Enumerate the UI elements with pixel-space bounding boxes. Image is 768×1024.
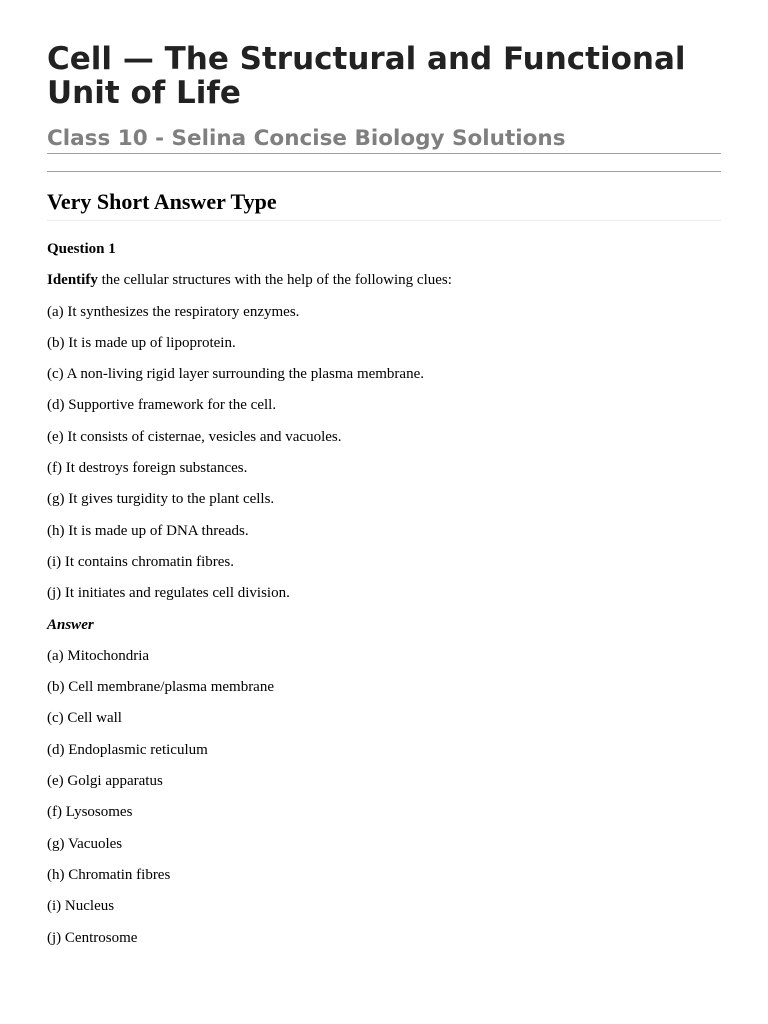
answer-item: (a) Mitochondria [47, 647, 150, 664]
clue-item: (j) It initiates and regulates cell division. [47, 585, 290, 602]
answer-item: (e) Golgi apparatus [47, 773, 163, 790]
answer-item: (b) Cell membrane/plasma membrane [47, 679, 274, 696]
answer-item: (i) Nucleus [47, 898, 115, 915]
clue-item: (c) A non-living rigid layer surrounding the plasma membrane. [47, 366, 424, 383]
answer-item: (j) Centrosome [47, 929, 138, 946]
page-subtitle: Class 10 - Selina Concise Biology Solutions [47, 126, 721, 154]
prompt-emphasis: Identify [47, 272, 98, 289]
answer-item: (h) Chromatin fibres [47, 866, 171, 883]
page-title: Cell — The Structural and Functional Unit of Life [47, 41, 686, 111]
answer-item: (d) Endoplasmic reticulum [47, 741, 208, 758]
answer-label: Answer [47, 616, 94, 633]
clue-item: (b) It is made up of lipoprotein. [47, 334, 236, 351]
clue-item: (e) It consists of cisternae, vesicles and vacuoles. [47, 428, 342, 445]
clue-item: (a) It synthesizes the respiratory enzymes. [47, 303, 300, 320]
answer-item: (f) Lysosomes [47, 804, 133, 821]
answer-item: (c) Cell wall [47, 710, 122, 727]
clue-item: (f) It destroys foreign substances. [47, 460, 248, 477]
section-heading: Very Short Answer Type [47, 188, 721, 221]
divider [47, 171, 721, 172]
answer-item: (g) Vacuoles [47, 835, 123, 852]
clue-item: (h) It is made up of DNA threads. [47, 522, 249, 539]
clue-item: (d) Supportive framework for the cell. [47, 397, 277, 414]
prompt-text: the cellular structures with the help of the following clues: [97, 272, 452, 289]
question-label: Question 1 [47, 241, 116, 257]
clue-item: (i) It contains chromatin fibres. [47, 553, 235, 570]
question-prompt [47, 271, 721, 290]
clue-item: (g) It gives turgidity to the plant cells. [47, 491, 275, 508]
question-content [47, 240, 721, 948]
